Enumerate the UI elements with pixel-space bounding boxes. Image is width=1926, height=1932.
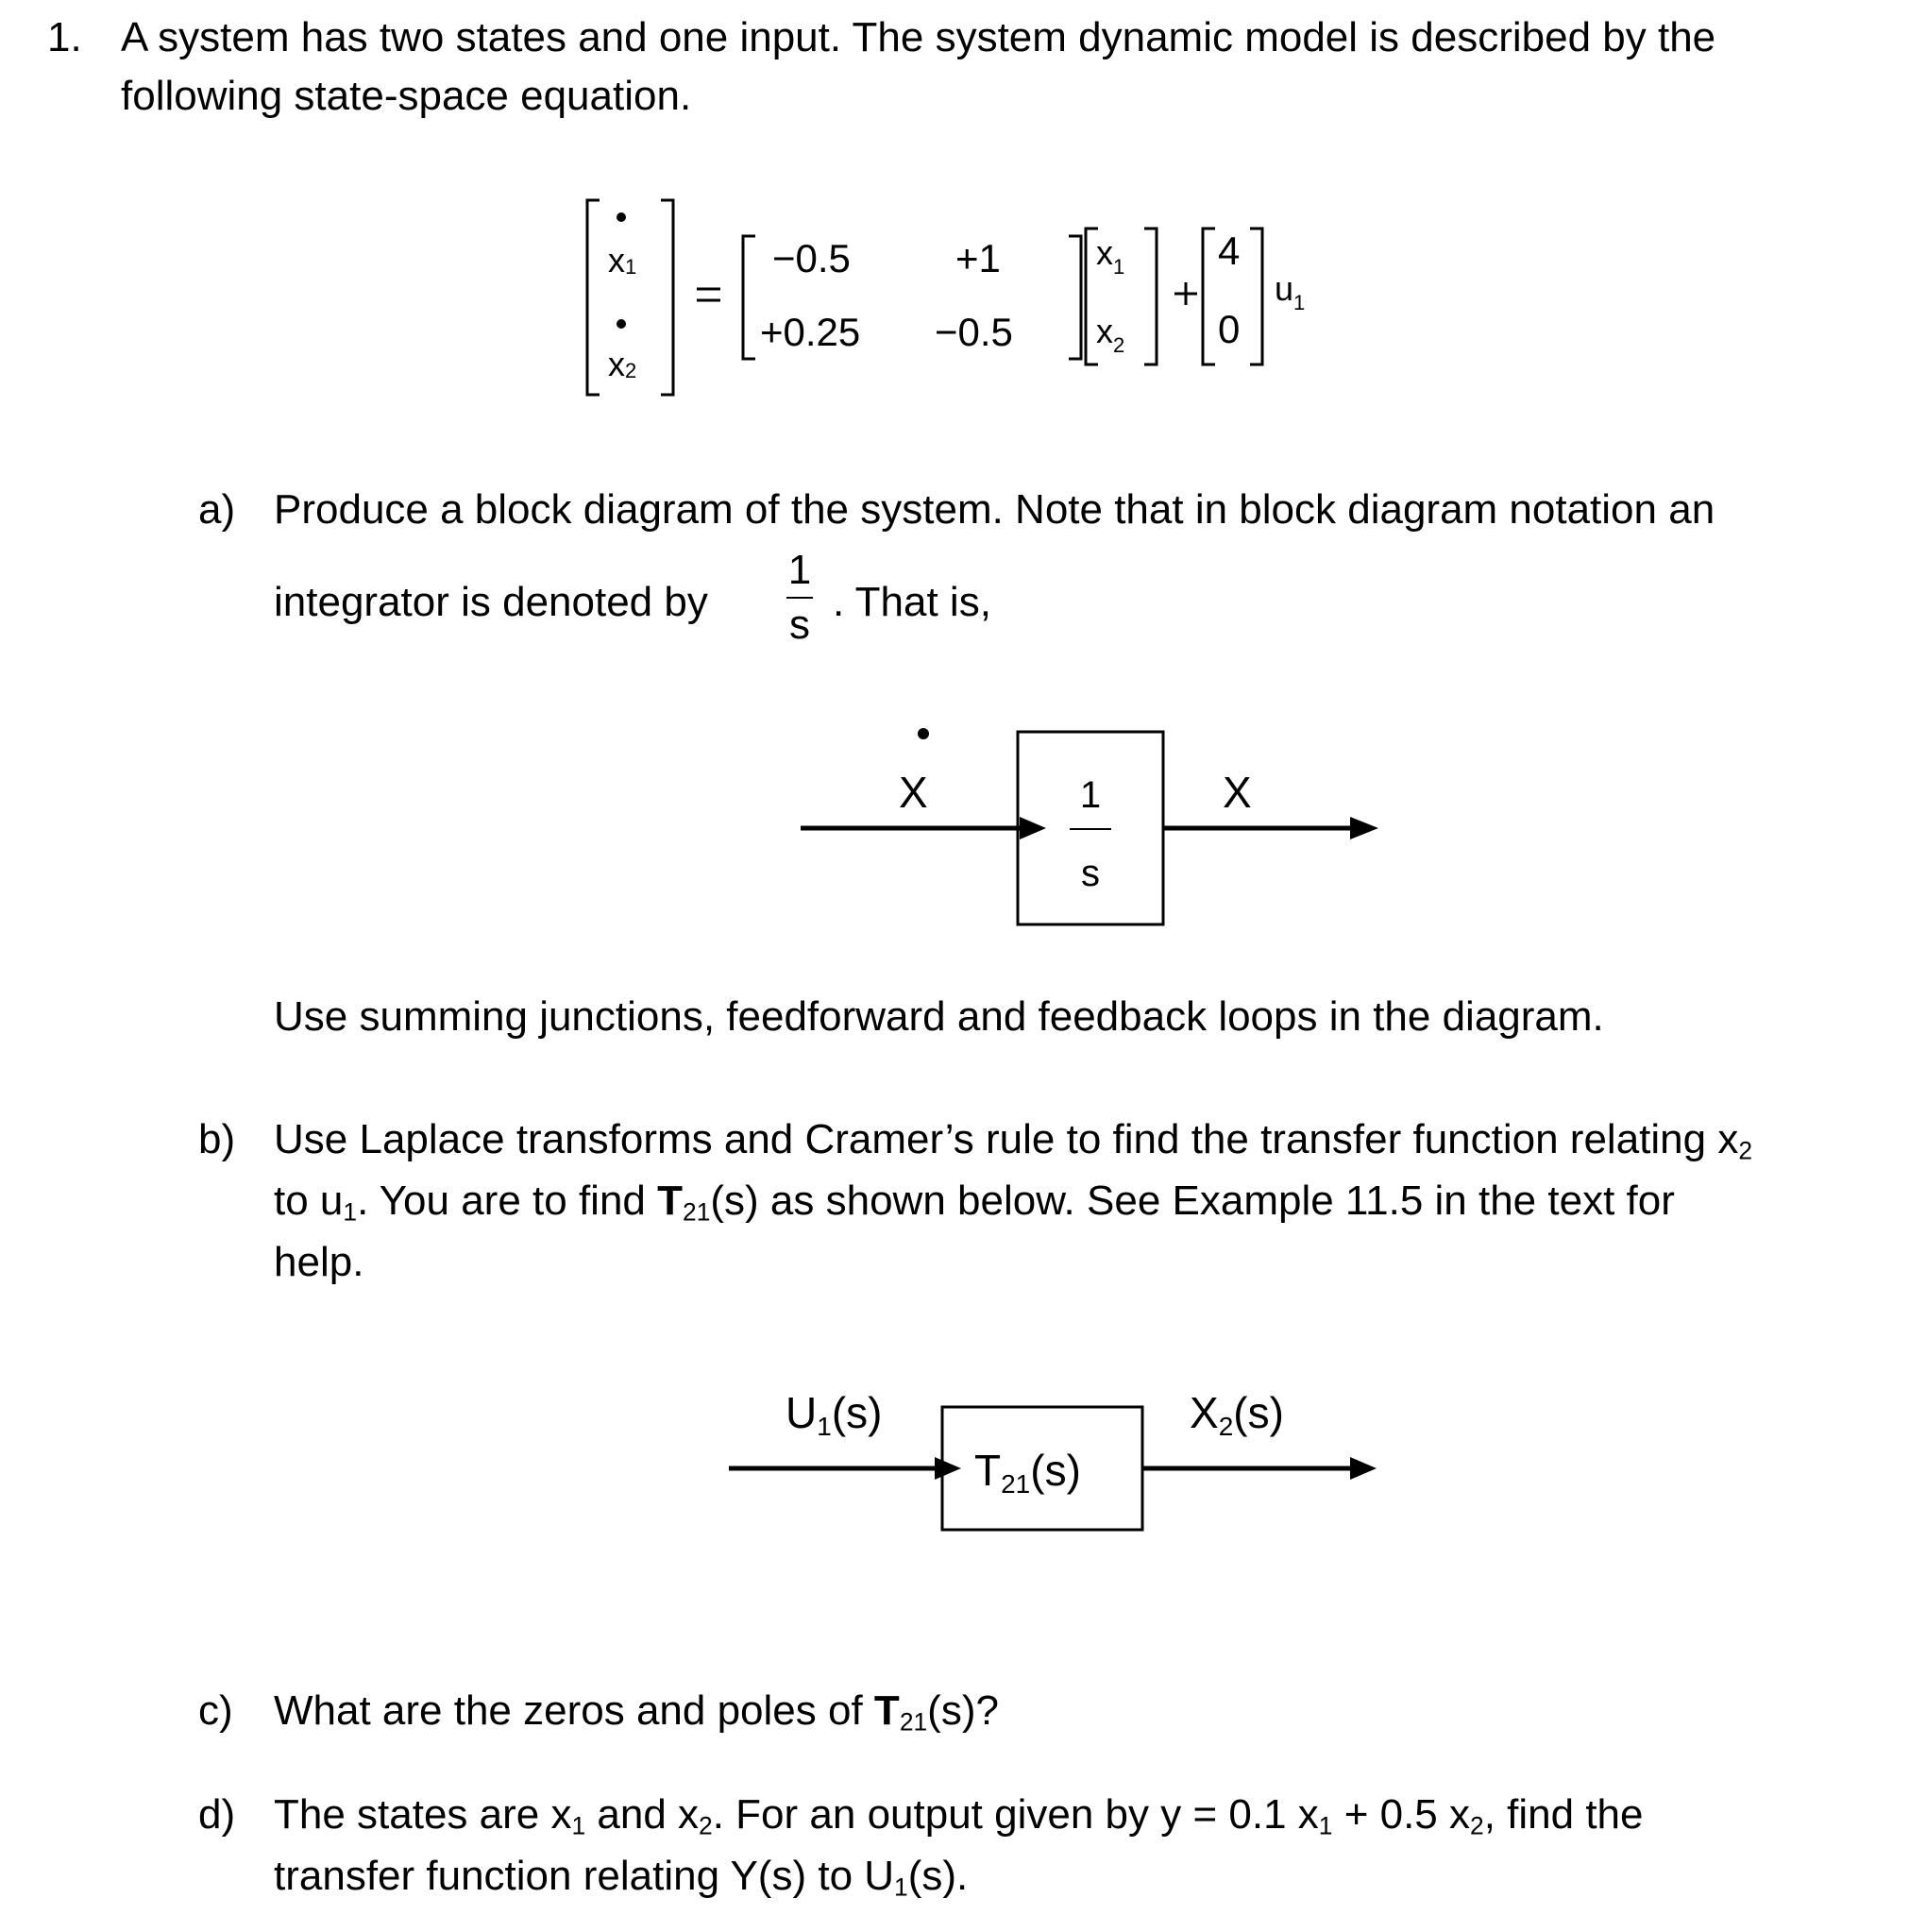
part-d-label: d) (198, 1791, 236, 1838)
part-a-label: a) (198, 486, 236, 533)
tf-output-arrow-head (1350, 1457, 1377, 1480)
fraction-denominator: s (789, 602, 810, 648)
fraction-bar (786, 597, 813, 599)
b1: 4 (1218, 229, 1241, 273)
question-number: 1. (47, 14, 82, 60)
a12: +1 (955, 236, 1001, 280)
x1-dot (617, 212, 626, 222)
output-arrow-head (1350, 817, 1378, 839)
x2-dot (617, 319, 626, 329)
input-u1: $u_1$ (1275, 269, 1306, 314)
a11: −0.5 (772, 236, 851, 280)
block-numerator: 1 (1079, 774, 1102, 816)
part-a-line-2-post: . That is, (833, 579, 991, 625)
part-b-label: b) (198, 1116, 236, 1162)
lhs-x2: x2 (608, 345, 637, 383)
tf-input-arrow-head (935, 1457, 961, 1480)
lhs-x1: x1 (608, 241, 637, 280)
a22: −0.5 (935, 310, 1013, 354)
part-a-note: Use summing junctions, feedforward and feedback loops in the diagram. (274, 993, 1604, 1040)
integrator-output-label: X (1223, 768, 1252, 817)
block-denominator: s (1081, 853, 1100, 894)
fraction-numerator: 1 (787, 547, 812, 593)
b2: 0 (1218, 307, 1241, 351)
part-a-line-2-pre: integrator is denoted by (274, 579, 708, 625)
question-line-1: A system has two states and one input. The system dynamic model is described by the (121, 14, 1716, 60)
vec-x1: $x_1$ (1096, 233, 1125, 279)
part-c-label: c) (198, 1687, 233, 1734)
question-line-2: following state-space equation. (121, 73, 692, 119)
tf-output-label: X2(s) (1190, 1388, 1284, 1441)
input-arrow-head (1020, 817, 1046, 839)
part-d-line-2: transfer function relating Y(s) to $U_1(s)$. (274, 1853, 969, 1902)
vec-x2: $x_2$ (1096, 312, 1125, 357)
tf-input-label: U1(s) (786, 1388, 883, 1441)
part-b-line-3: help. (274, 1239, 364, 1285)
part-b-line-2: to $u_1$. You are to find $T_{21}(s)$ as shown below. See Example 11.5 in the text for (274, 1178, 1675, 1227)
transfer-function-diagram (718, 1379, 1378, 1549)
tf-block-label: T21(s) (974, 1446, 1081, 1499)
integrator-fraction (784, 546, 816, 650)
xdot-dot (918, 728, 929, 739)
state-space-equation (566, 189, 1378, 406)
part-c-text: What are the zeros and poles of $T_{21}(s)$? (274, 1687, 999, 1737)
part-d-line-1: The states are $x_1$ and $x_2$. For an output given by y = 0.1 $x_1 + 0.5$ $x_2$, find the (274, 1791, 1644, 1840)
a21: +0.25 (760, 310, 861, 354)
part-b-line-1: Use Laplace transforms and Cramer’s rule to find the transfer function relating $x_2$ (274, 1116, 1753, 1165)
integrator-diagram (793, 713, 1397, 940)
integrator-input-label: X (899, 768, 928, 817)
part-a-line-1: Produce a block diagram of the system. Note that in block diagram notation an (274, 486, 1715, 533)
